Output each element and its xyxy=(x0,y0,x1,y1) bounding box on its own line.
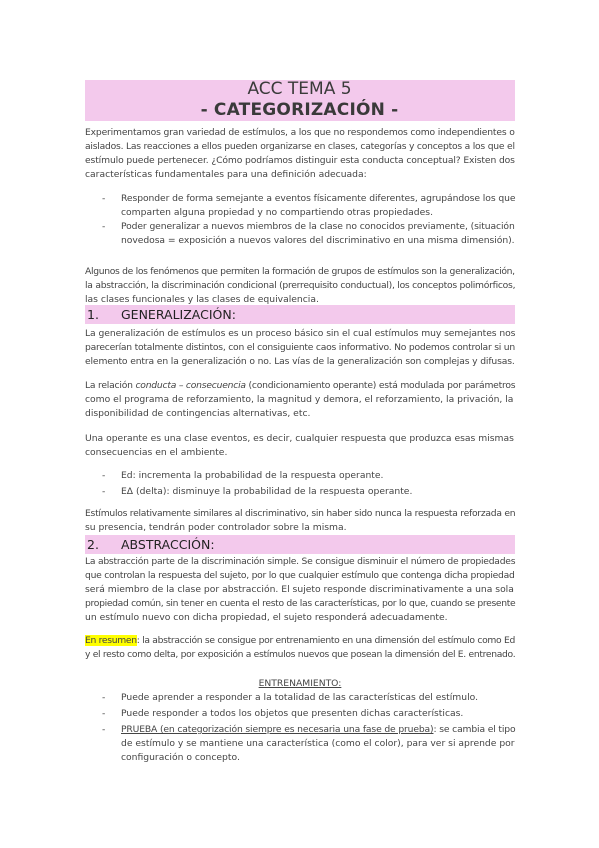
text-line: las clases funcionales y las clases de equivalencia. xyxy=(85,294,319,306)
document-subtitle: - CATEGORIZACIÓN - xyxy=(200,100,399,120)
text-fragment: (condicionamiento operante) está modulada por parámetros xyxy=(245,380,516,391)
text-line: La generalización de estímulos es un proceso básico sin el cual estímulos muy semejantes nos xyxy=(85,328,516,339)
text-line xyxy=(85,634,515,648)
test-bullet-continuation xyxy=(121,737,515,765)
similar-stimuli-paragraph xyxy=(85,507,515,535)
text-line: como el programa de reforzamiento, la magnitud y demora, el reforzamiento, la privación, la xyxy=(85,394,514,406)
generalization-paragraph xyxy=(85,327,515,369)
text-line: Estímulos relativamente similares al discriminativo, sin haber sido nunca la respuesta reforzada en xyxy=(85,508,516,519)
text-line: un estímulo nuevo con dicha propiedad, el sujeto responderá adecuadamente. xyxy=(85,612,448,624)
section-number: 2. xyxy=(87,537,99,552)
underlined-text: PRUEBA (en categorización siempre es necesaria una fase de prueba) xyxy=(121,724,434,735)
text-line: Poder generalizar a nuevos miembros de la clase no conocidos previamente, (situación xyxy=(121,221,515,232)
list-item: Ed: incrementa la probabilidad de la respuesta operante. xyxy=(121,470,384,481)
list-item xyxy=(121,220,515,249)
text-line: características fundamentales para una definición adecuada: xyxy=(85,169,367,181)
training-heading: ENTRENAMIENTO: xyxy=(258,678,342,689)
italic-term: conducta – consecuencia xyxy=(135,380,246,391)
text-line: la abstracción, la discriminación condicional (prerrequisito conductual), los conceptos polimórficos, xyxy=(85,280,516,292)
text-line: Una operante es una clase eventos, es decir, cualquier respuesta que produzca esas mismas xyxy=(85,433,514,444)
phenomena-paragraph xyxy=(85,265,515,307)
bullet-marker: - xyxy=(102,724,106,735)
text-line: de estímulo y se mantiene una característica (como el color), para ver si aprende por xyxy=(121,738,515,749)
intro-paragraph xyxy=(85,126,515,182)
bullet-marker: - xyxy=(102,193,106,204)
text-line: Responder de forma semejante a eventos físicamente diferentes, agrupándose los que xyxy=(121,193,516,204)
text-line: aislados. Las reacciones a ellos pueden organizarse en clases, categorías y conceptos a los que el xyxy=(85,141,515,153)
text-line: configuración o concepto. xyxy=(121,752,240,764)
text-line: y el resto como delta, por exposición a estímulos nuevos que posean la dimensión del E. entrenado. xyxy=(85,649,516,661)
bullet-marker: - xyxy=(102,692,106,703)
section-number: 1. xyxy=(87,307,99,322)
text-line: comparten alguna propiedad y no compartiendo otras propiedades. xyxy=(121,207,433,219)
text-line: que controlan la respuesta del sujeto, por lo que cualquier estímulo que contenga dicha propiedad xyxy=(85,570,515,582)
text-line: Experimentamos gran variedad de estímulos, a los que no respondemos como independientes o xyxy=(85,127,515,138)
bullet-marker: - xyxy=(102,221,106,232)
text-line: su presencia, tendrán poder controlador sobre la misma. xyxy=(85,522,347,534)
text-line: Algunos de los fenómenos que permiten la formación de grupos de estímulos son la generalización, xyxy=(85,266,515,277)
list-item xyxy=(121,723,515,737)
list-item: Puede responder a todos los objetos que presenten dichas características. xyxy=(121,708,464,719)
text-fragment: La relación xyxy=(85,380,136,391)
text-line: La abstracción parte de la discriminación simple. Se consigue disminuir el número de propiedades xyxy=(85,556,516,567)
abstraction-paragraph xyxy=(85,555,515,625)
text-line: consecuencias en el ambiente. xyxy=(85,447,228,459)
text-line: será miembro de la clase por abstracción. El sujeto responde discriminativamente a una sola xyxy=(85,584,514,596)
text-line: elemento entra en la generalización o no. Las vías de la generalización son complejas y difusas. xyxy=(85,356,515,368)
text-line xyxy=(121,723,515,737)
text-line: novedosa = exposición a nuevos valores del discriminativo en una misma dimensión). xyxy=(121,235,515,247)
text-fragment: : se cambia el tipo xyxy=(433,724,516,735)
section-title: ABSTRACCIÓN: xyxy=(121,537,215,552)
summary-paragraph xyxy=(85,634,515,662)
text-line xyxy=(85,379,515,393)
text-line: disponibilidad de contingencias alternativas, etc. xyxy=(85,408,311,420)
highlighted-text: En resumen xyxy=(85,635,137,646)
relation-paragraph xyxy=(85,379,515,421)
list-item xyxy=(121,192,515,221)
section-title: GENERALIZACIÓN: xyxy=(121,307,236,322)
bullet-marker: - xyxy=(102,470,106,481)
list-item: Puede aprender a responder a la totalidad de las características del estímulo. xyxy=(121,692,479,703)
text-line: estímulo puede pertenecer. ¿Cómo podríamos distinguir esta conducta conceptual? Existen dos xyxy=(85,155,515,167)
text-fragment: : la abstracción se consigue por entrenamiento en una dimensión del estímulo como Ed xyxy=(136,635,515,646)
text-line: parecerían totalmente distintos, con el consiguiente caos informativo. No podemos controlar si un xyxy=(85,342,515,354)
bullet-marker: - xyxy=(102,486,106,497)
text-line: propiedad común, sin tener en cuenta el resto de las características, por lo que, cuando se presente xyxy=(85,598,516,610)
bullet-marker: - xyxy=(102,708,106,719)
document-title: ACC TEMA 5 xyxy=(247,79,352,99)
operant-paragraph xyxy=(85,432,515,460)
list-item: EΔ (delta): disminuye la probabilidad de la respuesta operante. xyxy=(121,486,413,497)
